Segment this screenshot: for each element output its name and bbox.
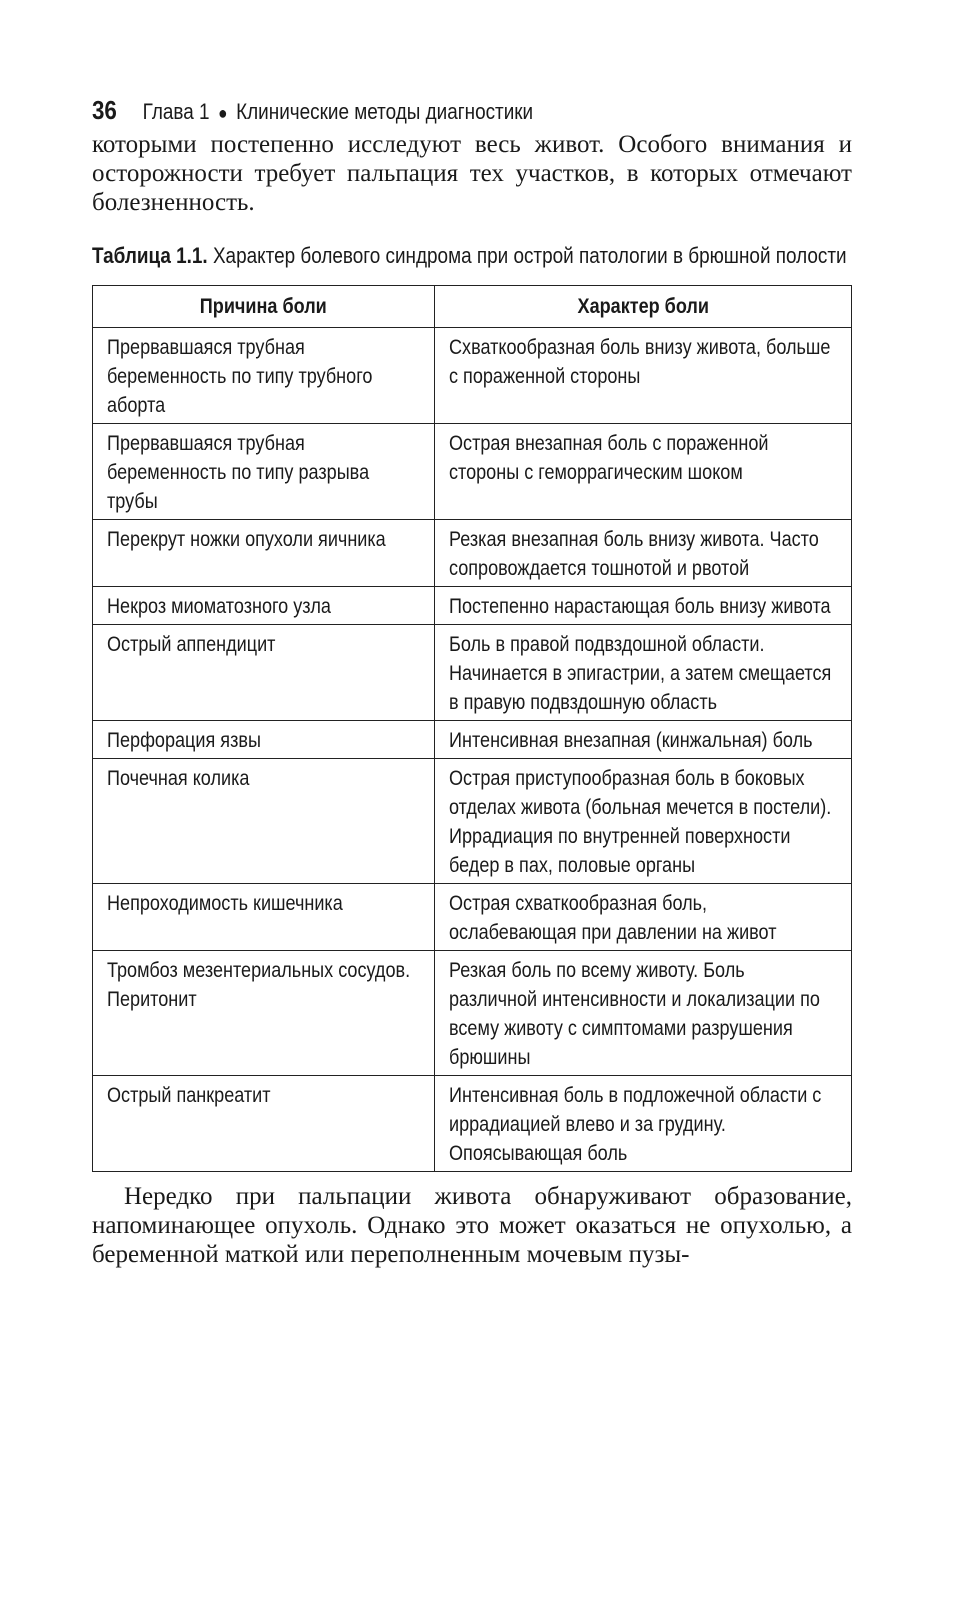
cause-cell: Острый аппендицит (93, 625, 435, 721)
cause-cell: Почечная колика (93, 759, 435, 884)
intro-paragraph: которыми постепенно исследуют весь живот. Особого внимания и осторожности требует пальпация тех участков, в которых отмечают болезненность. (92, 131, 852, 216)
character-cell: Интенсивная внезапная (кинжальная) боль (434, 721, 851, 759)
character-cell: Острая схваткообразная боль, ослабевающая при давлении на живот (434, 884, 851, 951)
character-cell: Острая внезапная боль с пораженной стороны с геморрагическим шоком (434, 424, 851, 520)
character-cell: Боль в правой подвздошной области. Начинается в эпигастрии, а затем смещается в правую подвздошную область (434, 625, 851, 721)
cause-cell: Острый панкреатит (93, 1076, 435, 1172)
table-row (93, 951, 852, 1076)
bullet-separator: ● (218, 103, 228, 123)
table-row (93, 884, 852, 951)
cause-cell: Перфорация язвы (93, 721, 435, 759)
chapter-title: Клинические методы диагностики (236, 99, 534, 124)
table-row (93, 328, 852, 424)
header-character: Характер боли (434, 286, 851, 328)
header-cause: Причина боли (93, 286, 435, 328)
cause-cell: Непроходимость кишечника (93, 884, 435, 951)
table-row (93, 520, 852, 587)
cause-cell: Некроз миоматозного узла (93, 587, 435, 625)
table-header-row (93, 286, 852, 328)
chapter-label: Глава 1 (142, 99, 210, 124)
cause-cell: Тромбоз мезентериальных сосудов. Перитонит (93, 951, 435, 1076)
character-cell: Острая приступообразная боль в боковых отделах живота (больная мечется в постели). Иррадиация по внутренней поверхности бедер в пах, половые органы (434, 759, 851, 884)
running-head (92, 92, 746, 128)
page-number: 36 (92, 95, 117, 125)
character-cell: Постепенно нарастающая боль внизу живота (434, 587, 851, 625)
table-row (93, 424, 852, 520)
table-row (93, 587, 852, 625)
table-row (93, 721, 852, 759)
table-caption-label: Таблица 1.1. (92, 243, 208, 268)
character-cell: Схваткообразная боль внизу живота, больше с пораженной стороны (434, 328, 851, 424)
table-row (93, 1076, 852, 1172)
closing-paragraph: Нередко при пальпации живота обнаруживают образование, напоминающее опухоль. Однако это может оказаться не опухолью, а беременной маткой или переполненным мочевым пузы- (92, 1183, 852, 1268)
book-page (92, 92, 852, 1269)
cause-cell: Прервавшаяся трубная беременность по типу разрыва трубы (93, 424, 435, 520)
character-cell: Резкая боль по всему животу. Боль различной интенсивности и локализации по всему животу с симптомами разрушения брюшины (434, 951, 851, 1076)
table-row (93, 759, 852, 884)
table-caption (92, 241, 852, 271)
table-row (93, 625, 852, 721)
pain-syndrome-table (92, 285, 852, 1172)
table-caption-text: Характер болевого синдрома при острой патологии в брюшной полости (207, 243, 847, 268)
character-cell: Резкая внезапная боль внизу живота. Часто сопровождается тошнотой и рвотой (434, 520, 851, 587)
character-cell: Интенсивная боль в подложечной области с иррадиацией влево и за грудину. Опоясывающая боль (434, 1076, 851, 1172)
cause-cell: Прервавшаяся трубная беременность по типу трубного аборта (93, 328, 435, 424)
cause-cell: Перекрут ножки опухоли яичника (93, 520, 435, 587)
